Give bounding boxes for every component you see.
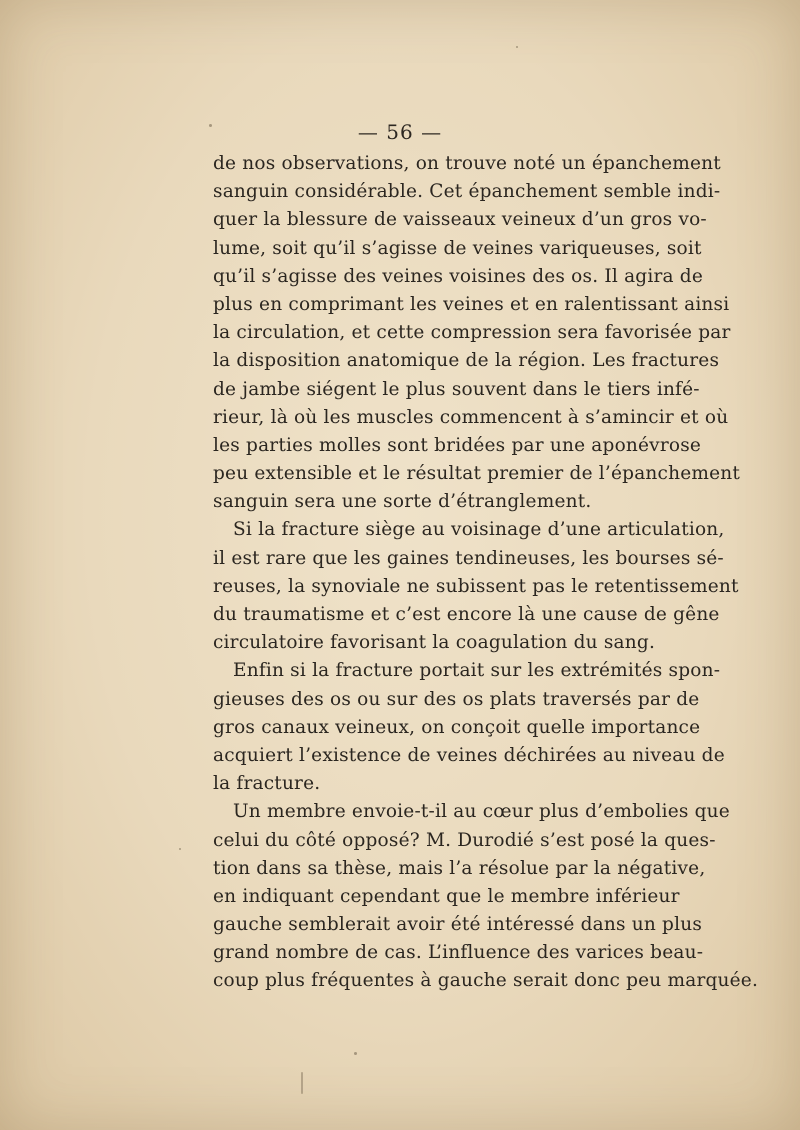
text-line: rieur, là où les muscles commencent à s’amincir et où (213, 406, 729, 428)
text-line: la fracture. (213, 773, 321, 795)
paragraph-first-line: Si la fracture siège au voisinage d’une articulation, (233, 519, 725, 541)
text-line: sanguin sera une sorte d’étranglement. (213, 491, 592, 513)
body-text (213, 150, 759, 996)
text-line: la circulation, et cette compression sera favorisée par (213, 322, 731, 344)
text-line: qu’il s’agisse des veines voisines des os. Il agira de (213, 265, 704, 287)
text-line: acquiert l’existence de veines déchirées au niveau de (213, 744, 725, 766)
paragraph-first-line: Un membre envoie-t-il au cœur plus d’embolies que (233, 801, 730, 823)
text-line: celui du côté opposé? M. Durodié s’est posé la ques- (213, 829, 716, 851)
paper-speck (209, 124, 212, 127)
text-line: plus en comprimant les veines et en ralentissant ainsi (213, 293, 730, 315)
text-line: sanguin considérable. Cet épanchement semble indi- (213, 181, 721, 203)
text-line: gieuses des os ou sur des os plats traversés par de (213, 688, 700, 710)
text-line: en indiquant cependant que le membre inférieur (213, 885, 680, 907)
text-line: la disposition anatomique de la région. Les fractures (213, 350, 720, 372)
text-line: circulatoire favorisant la coagulation du sang. (213, 632, 656, 654)
text-line: gauche semblerait avoir été intéressé dans un plus (213, 914, 703, 936)
text-line: il est rare que les gaines tendineuses, les bourses sé- (213, 547, 724, 569)
paper-speck (516, 46, 518, 48)
paragraph-first-line: Enfin si la fracture portait sur les extrémités spon- (233, 660, 721, 682)
paper-speck (179, 848, 181, 850)
text-line: lume, soit qu’il s’agisse de veines variqueuses, soit (213, 237, 702, 259)
text-line: peu extensible et le résultat premier de l’épanchement (213, 463, 741, 485)
paper-speck (301, 1072, 303, 1094)
text-line: de nos observations, on trouve noté un épanchement (213, 153, 721, 174)
text-line: tion dans sa thèse, mais l’a résolue par la négative, (213, 857, 706, 879)
text-line: quer la blessure de vaisseaux veineux d’un gros vo- (213, 209, 707, 231)
page-number: — 56 — (357, 120, 443, 144)
paper-speck (354, 1052, 357, 1055)
text-line: grand nombre de cas. L’influence des varices beau- (213, 942, 704, 964)
text-line: les parties molles sont bridées par une aponévrose (213, 434, 702, 456)
text-line: de jambe siégent le plus souvent dans le tiers infé- (213, 378, 700, 400)
text-line: reuses, la synoviale ne subissent pas le retentissement (213, 575, 739, 597)
text-line: gros canaux veineux, on conçoit quelle importance (213, 716, 701, 738)
text-line: coup plus fréquentes à gauche serait donc peu marquée. (213, 970, 759, 992)
text-line: du traumatisme et c’est encore là une cause de gêne (213, 604, 720, 625)
